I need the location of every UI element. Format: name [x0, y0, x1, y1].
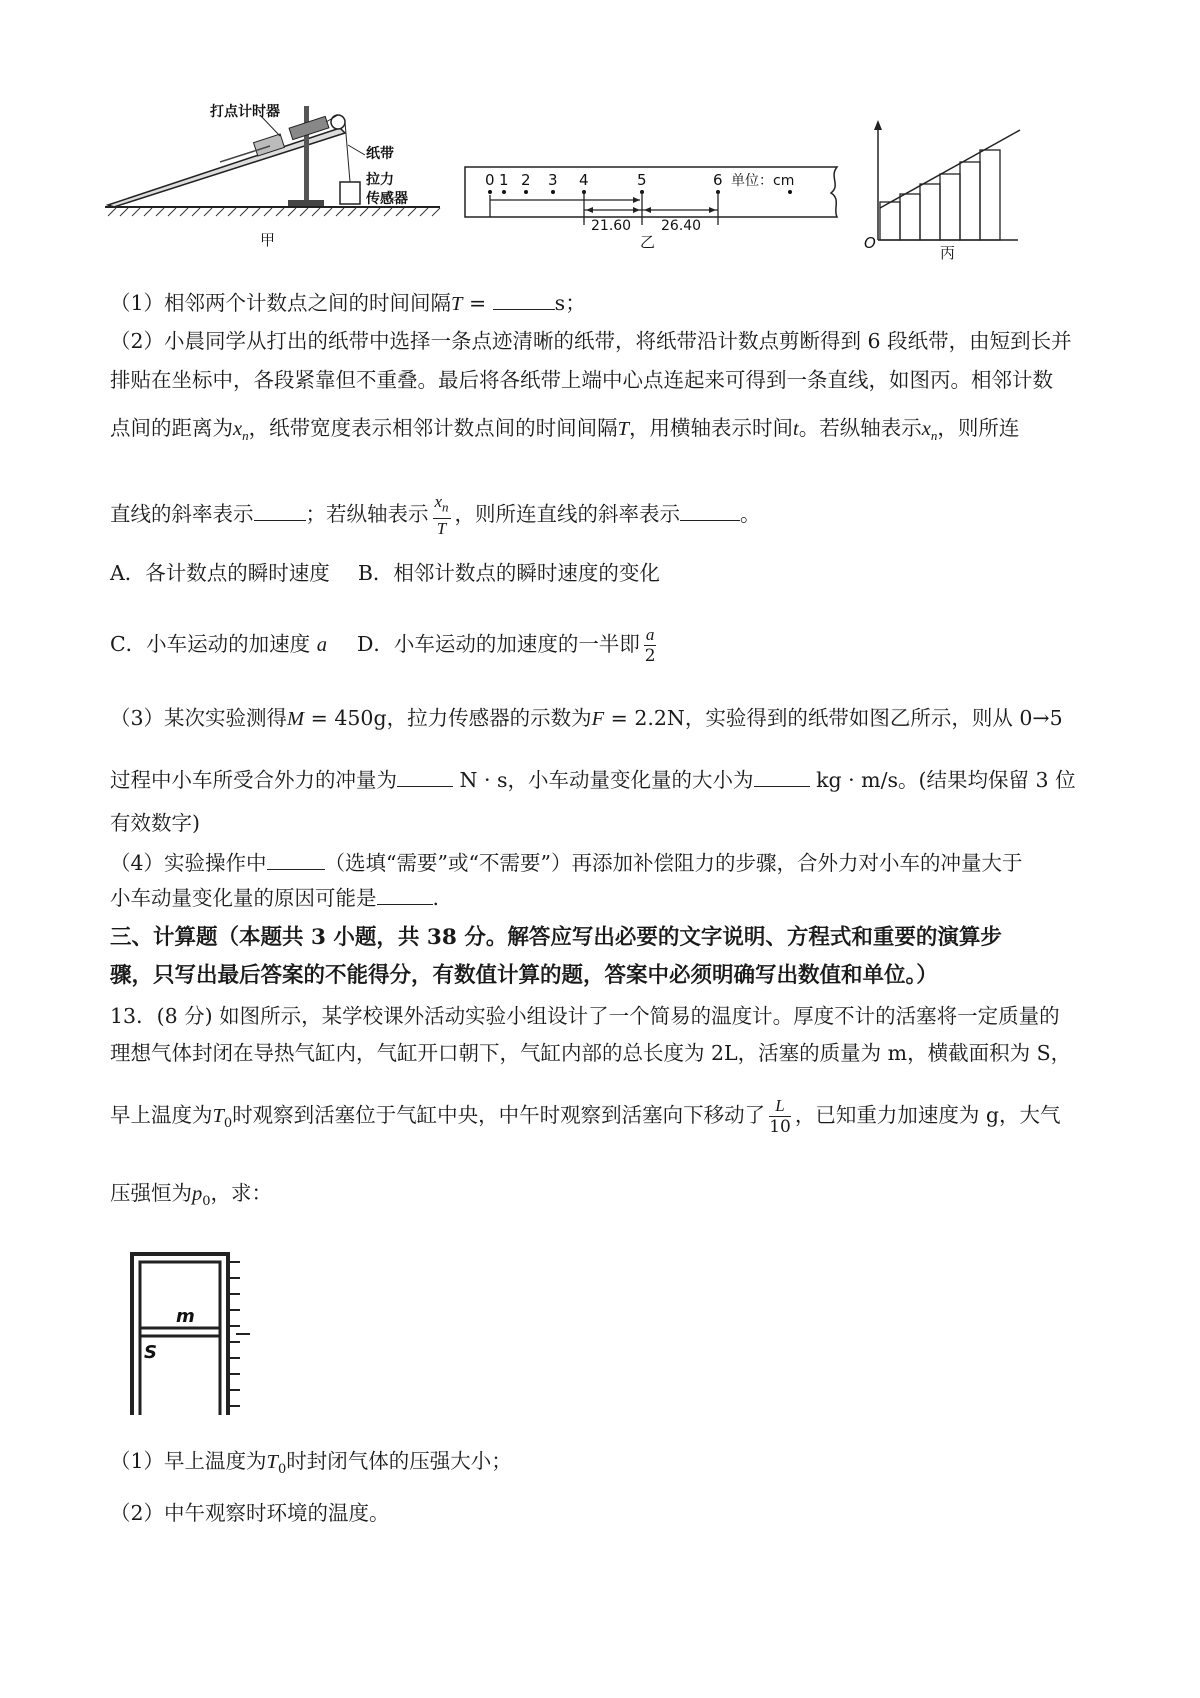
tape-tick-4: 4: [579, 171, 589, 189]
tape-dist-1: 21.60: [591, 218, 632, 234]
q12-part1: （1）相邻两个计数点之间的时间间隔T = s；: [110, 291, 586, 315]
graph-origin-label: O: [864, 234, 876, 252]
q12-part2-line4: 直线的斜率表示 ；若纵轴表示 $\frac{x_n}{T}$ ，则所连直线的斜率表示 。: [110, 492, 761, 538]
tape-tick-6: 6: [713, 171, 723, 189]
figure-bing-caption: 丙: [940, 244, 956, 262]
option-a: A．各计数点的瞬时速度 B．相邻计数点的瞬时速度的变化: [110, 561, 660, 585]
piston-area-label: S: [144, 1342, 157, 1363]
q13-line1: 13．(8 分) 如图所示，某学校课外活动实验小组设计了一个简易的温度计。厚度不计的活塞将一定质量的: [110, 1004, 1060, 1028]
q12-part2-line1: （2）小晨同学从打出的纸带中选择一条点迹清晰的纸带，将纸带沿计数点剪断得到 6 段纸带，由短到长并: [110, 329, 1072, 353]
q12-part4-line1: （4）实验操作中 （选填“需要”或“不需要”）再添加补偿阻力的步骤，合外力对小车的冲量大于: [110, 851, 1023, 875]
q12-part2-line3: 点间的距离为$x_n$，纸带宽度表示相邻计数点间的时间间隔T，用横轴表示时间t。若纵轴表示$x_n$，则所连: [110, 416, 1020, 444]
fraction-a-over-2: $\frac{a}{2}$: [644, 625, 656, 666]
option-b: B．相邻计数点的瞬时速度的变化: [357, 561, 660, 585]
answer-blank-4[interactable]: [397, 768, 453, 787]
tape-tick-1: 1: [499, 171, 509, 189]
answer-blank-1[interactable]: [493, 291, 555, 310]
figure-jia-caption: 甲: [260, 231, 276, 249]
fraction-L-over-10: $\frac{L}{10}$: [769, 1096, 791, 1137]
tape-dist-2: 26.40: [661, 218, 702, 234]
q13-line3: 早上温度为$T_0$时观察到活塞位于气缸中央，中午时观察到活塞向下移动了 $\frac{L}{10}$ ，已知重力加速度为 g，大气: [110, 1096, 1061, 1137]
option-c: C．小车运动的加速度 a D．小车运动的加速度的一半即 $\frac{a}{2}$: [110, 625, 656, 666]
q12-part3-line3: 有效数字): [110, 811, 200, 835]
answer-blank-2[interactable]: [254, 502, 306, 521]
q12-part2-line2: 排贴在坐标中，各段紧靠但不重叠。最后将各纸带上端中心点连起来可得到一条直线，如图丙。相邻计数: [110, 368, 1053, 392]
figure-cylinder: [128, 1250, 268, 1420]
figure-bing-graph: [858, 118, 1028, 265]
timer-label: 打点计时器: [210, 104, 280, 120]
answer-blank-6[interactable]: [267, 851, 325, 870]
q13-line2: 理想气体封闭在导热气缸内，气缸开口朝下，气缸内部的总长度为 2L，活塞的质量为 m，横截面积为 S，: [110, 1041, 1072, 1065]
section3-heading-line2: 骤，只写出最后答案的不能得分，有数值计算的题，答案中必须明确写出数值和单位。）: [110, 963, 938, 988]
answer-blank-3[interactable]: [680, 502, 740, 521]
sensor-label-1: 拉力: [366, 172, 394, 188]
section3-heading-line1: 三、计算题（本题共 3 小题，共 38 分。解答应写出必要的文字说明、方程式和重要的演算步: [110, 925, 1002, 950]
q12-part3-line2: 过程中小车所受合外力的冲量为 N · s，小车动量变化量的大小为 kg · m/s。(结果均保留 3 位: [110, 768, 1076, 792]
option-d: D．小车运动的加速度的一半即: [356, 632, 640, 656]
tape-tick-0: 0: [485, 171, 495, 189]
tape-unit: 单位：cm: [731, 173, 795, 189]
tape-label: 纸带: [366, 146, 394, 162]
answer-blank-5[interactable]: [754, 768, 810, 787]
q12-part3-line1: （3）某次实验测得M = 450g，拉力传感器的示数为F = 2.2N，实验得到的纸带如图乙所示，则从 0→5: [110, 706, 1063, 730]
q13-sub1: （1）早上温度为$T_0$时封闭气体的压强大小；: [110, 1449, 512, 1478]
q12-part4-line2: 小车动量变化量的原因可能是 .: [110, 886, 440, 910]
answer-blank-7[interactable]: [377, 886, 433, 905]
sensor-label-2: 传感器: [366, 191, 408, 207]
figure-jia-incline: [100, 100, 445, 265]
q13-sub2: （2）中午观察时环境的温度。: [110, 1501, 390, 1525]
figure-yi-tape: [455, 155, 860, 265]
tape-tick-5: 5: [637, 171, 647, 189]
tape-tick-2: 2: [521, 171, 531, 189]
piston-mass-label: m: [176, 1306, 195, 1327]
tape-tick-3: 3: [548, 171, 558, 189]
figure-yi-caption: 乙: [640, 233, 656, 251]
fraction-xn-over-T: $\frac{x_n}{T}$: [434, 492, 449, 538]
q13-line4: 压强恒为$p_0$，求：: [110, 1181, 273, 1210]
